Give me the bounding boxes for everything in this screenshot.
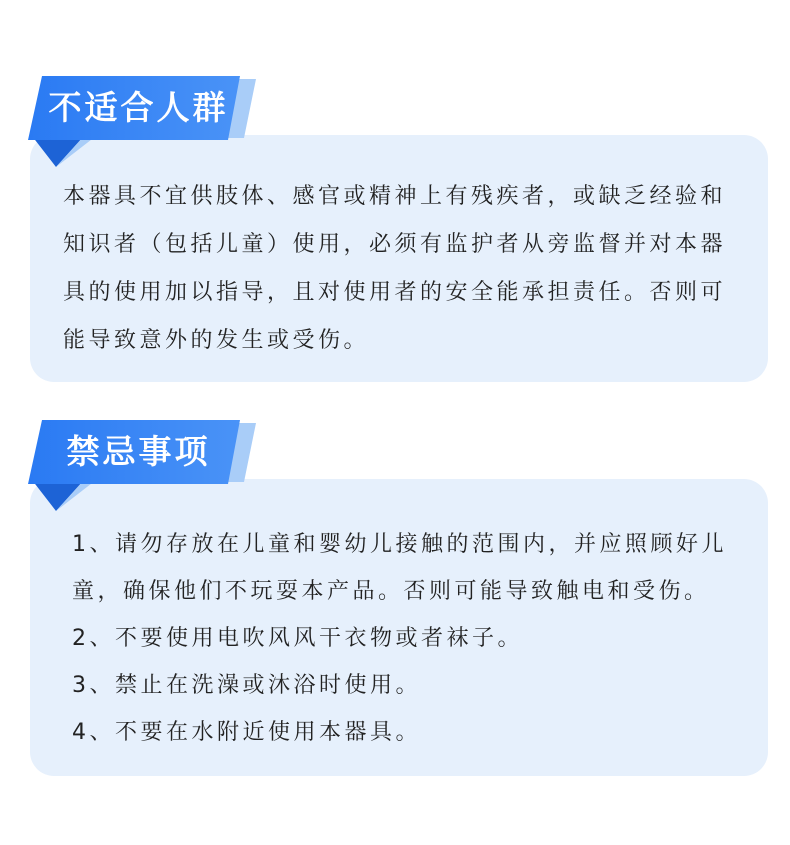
contraindications-card <box>30 479 768 776</box>
list-item-line: 4、不要在水附近使用本器具。 <box>72 720 421 745</box>
list-item-line: 1、请勿存放在儿童和婴幼儿接触的范围内，并应照顾好儿 <box>72 532 727 557</box>
body-line: 知识者（包括儿童）使用，必须有监护者从旁监督并对本器 <box>63 232 727 257</box>
body-line: 本器具不宜供肢体、感官或精神上有残疾者，或缺乏经验和 <box>63 184 727 209</box>
list-item-line: 3、禁止在洗澡或沐浴时使用。 <box>72 673 421 698</box>
banner-tail <box>32 136 84 167</box>
body-line: 能导致意外的发生或受伤。 <box>63 328 370 353</box>
section-banner <box>22 414 262 514</box>
list-item-line: 童，确保他们不玩耍本产品。否则可能导致触电和受伤。 <box>72 579 710 604</box>
list-item <box>72 615 768 662</box>
list-item <box>72 709 768 756</box>
list-item-line: 2、不要使用电吹风风干衣物或者袜子。 <box>72 626 523 651</box>
list-item <box>72 662 768 709</box>
list-item <box>72 521 768 615</box>
section-banner <box>22 70 262 170</box>
banner-tail <box>32 480 84 511</box>
unsuitable-users-card <box>30 135 768 382</box>
body-line: 具的使用加以指导，且对使用者的安全能承担责任。否则可 <box>63 280 727 305</box>
section-title: 不适合人群 <box>48 88 229 127</box>
section-title: 禁忌事项 <box>66 432 211 471</box>
